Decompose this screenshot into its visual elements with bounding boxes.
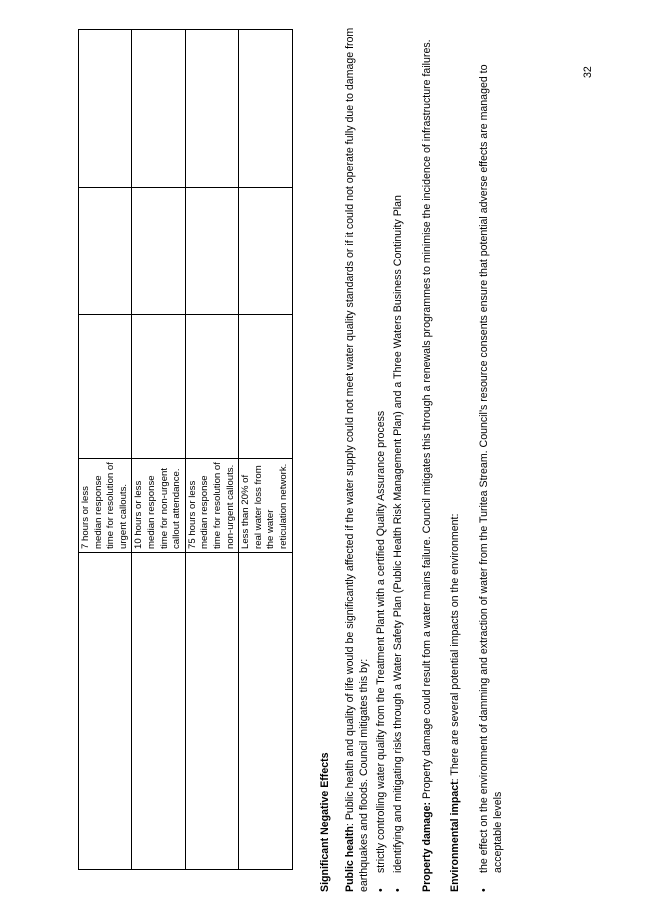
table-cell-empty — [132, 553, 185, 870]
bullet-text: the effect on the environment of damming and extraction of water from the Turitea Stream. Council’s resource consents ensure that potential adverse effects are managed to acceptable levels — [477, 64, 504, 873]
table-cell — [132, 315, 185, 459]
table-cell — [185, 30, 238, 188]
table-row — [132, 30, 185, 870]
table-cell — [132, 30, 185, 188]
table-cell — [185, 315, 238, 459]
environment-bullet-list — [477, 12, 506, 892]
page-number: 32 — [582, 66, 594, 78]
environmental-impact-label: Environmental impact — [449, 781, 461, 892]
table-cell: 10 hours or less median response time for non-urgent callout attendance. — [132, 459, 185, 553]
bullet-text: identifying and mitigating risks through a Water Safety Plan (Public Health Risk Management Plan) and a Three Waters Business Continuity Plan — [392, 195, 404, 873]
bullet-icon: • — [392, 888, 404, 892]
section-body — [318, 12, 509, 892]
table-cell — [79, 315, 132, 459]
table-cell — [132, 188, 185, 315]
table-cell-empty — [185, 553, 238, 870]
table-cell — [79, 188, 132, 315]
table-row — [239, 30, 292, 870]
environmental-impact-paragraph — [448, 12, 463, 892]
measures-table — [78, 29, 293, 870]
public-health-text: : Public health and quality of life would be significantly affected if the water supply could not meet water quality standards or if it could not operate fully due to damage from earthquakes and floods. Council mitigates this by: — [343, 27, 370, 892]
section-heading: Significant Negative Effects — [319, 752, 331, 892]
table-cell — [79, 30, 132, 188]
list-item — [374, 12, 389, 892]
public-health-bullet-list — [374, 12, 406, 892]
property-damage-paragraph — [420, 12, 435, 892]
table-cell: Less than 20% of real water loss from the water reticulation network. — [239, 459, 292, 553]
table-cell — [239, 188, 292, 315]
table-cell-empty — [79, 553, 132, 870]
table-cell — [239, 315, 292, 459]
table-cell: 7 hours or less median response time for resolution of urgent callouts. — [79, 459, 132, 553]
property-damage-text: Property damage could result fom a water mains failure. Council mitigates this through a renewals programmes to minimise the incidence of infrastructure failures. — [420, 39, 433, 802]
list-item — [477, 12, 506, 892]
property-damage-label: Property damage: — [420, 801, 433, 892]
environmental-impact-text: : There are several potential impacts on the environment: — [449, 513, 461, 782]
table-cell — [185, 188, 238, 315]
bullet-icon: • — [374, 888, 387, 892]
public-health-paragraph — [343, 12, 372, 892]
list-item — [391, 12, 406, 892]
bullet-text: strictly controlling water quality from the Treatment Plant with a certified Quality Assurance process — [374, 410, 387, 873]
table-row — [185, 30, 238, 870]
table-cell — [239, 30, 292, 188]
bullet-icon: • — [477, 888, 490, 892]
table-cell: 75 hours or less median response time for resolution of non-urgent callouts. — [185, 459, 238, 553]
public-health-label: Public health — [343, 826, 356, 892]
table-row — [79, 30, 132, 870]
table-cell-empty — [239, 553, 292, 870]
